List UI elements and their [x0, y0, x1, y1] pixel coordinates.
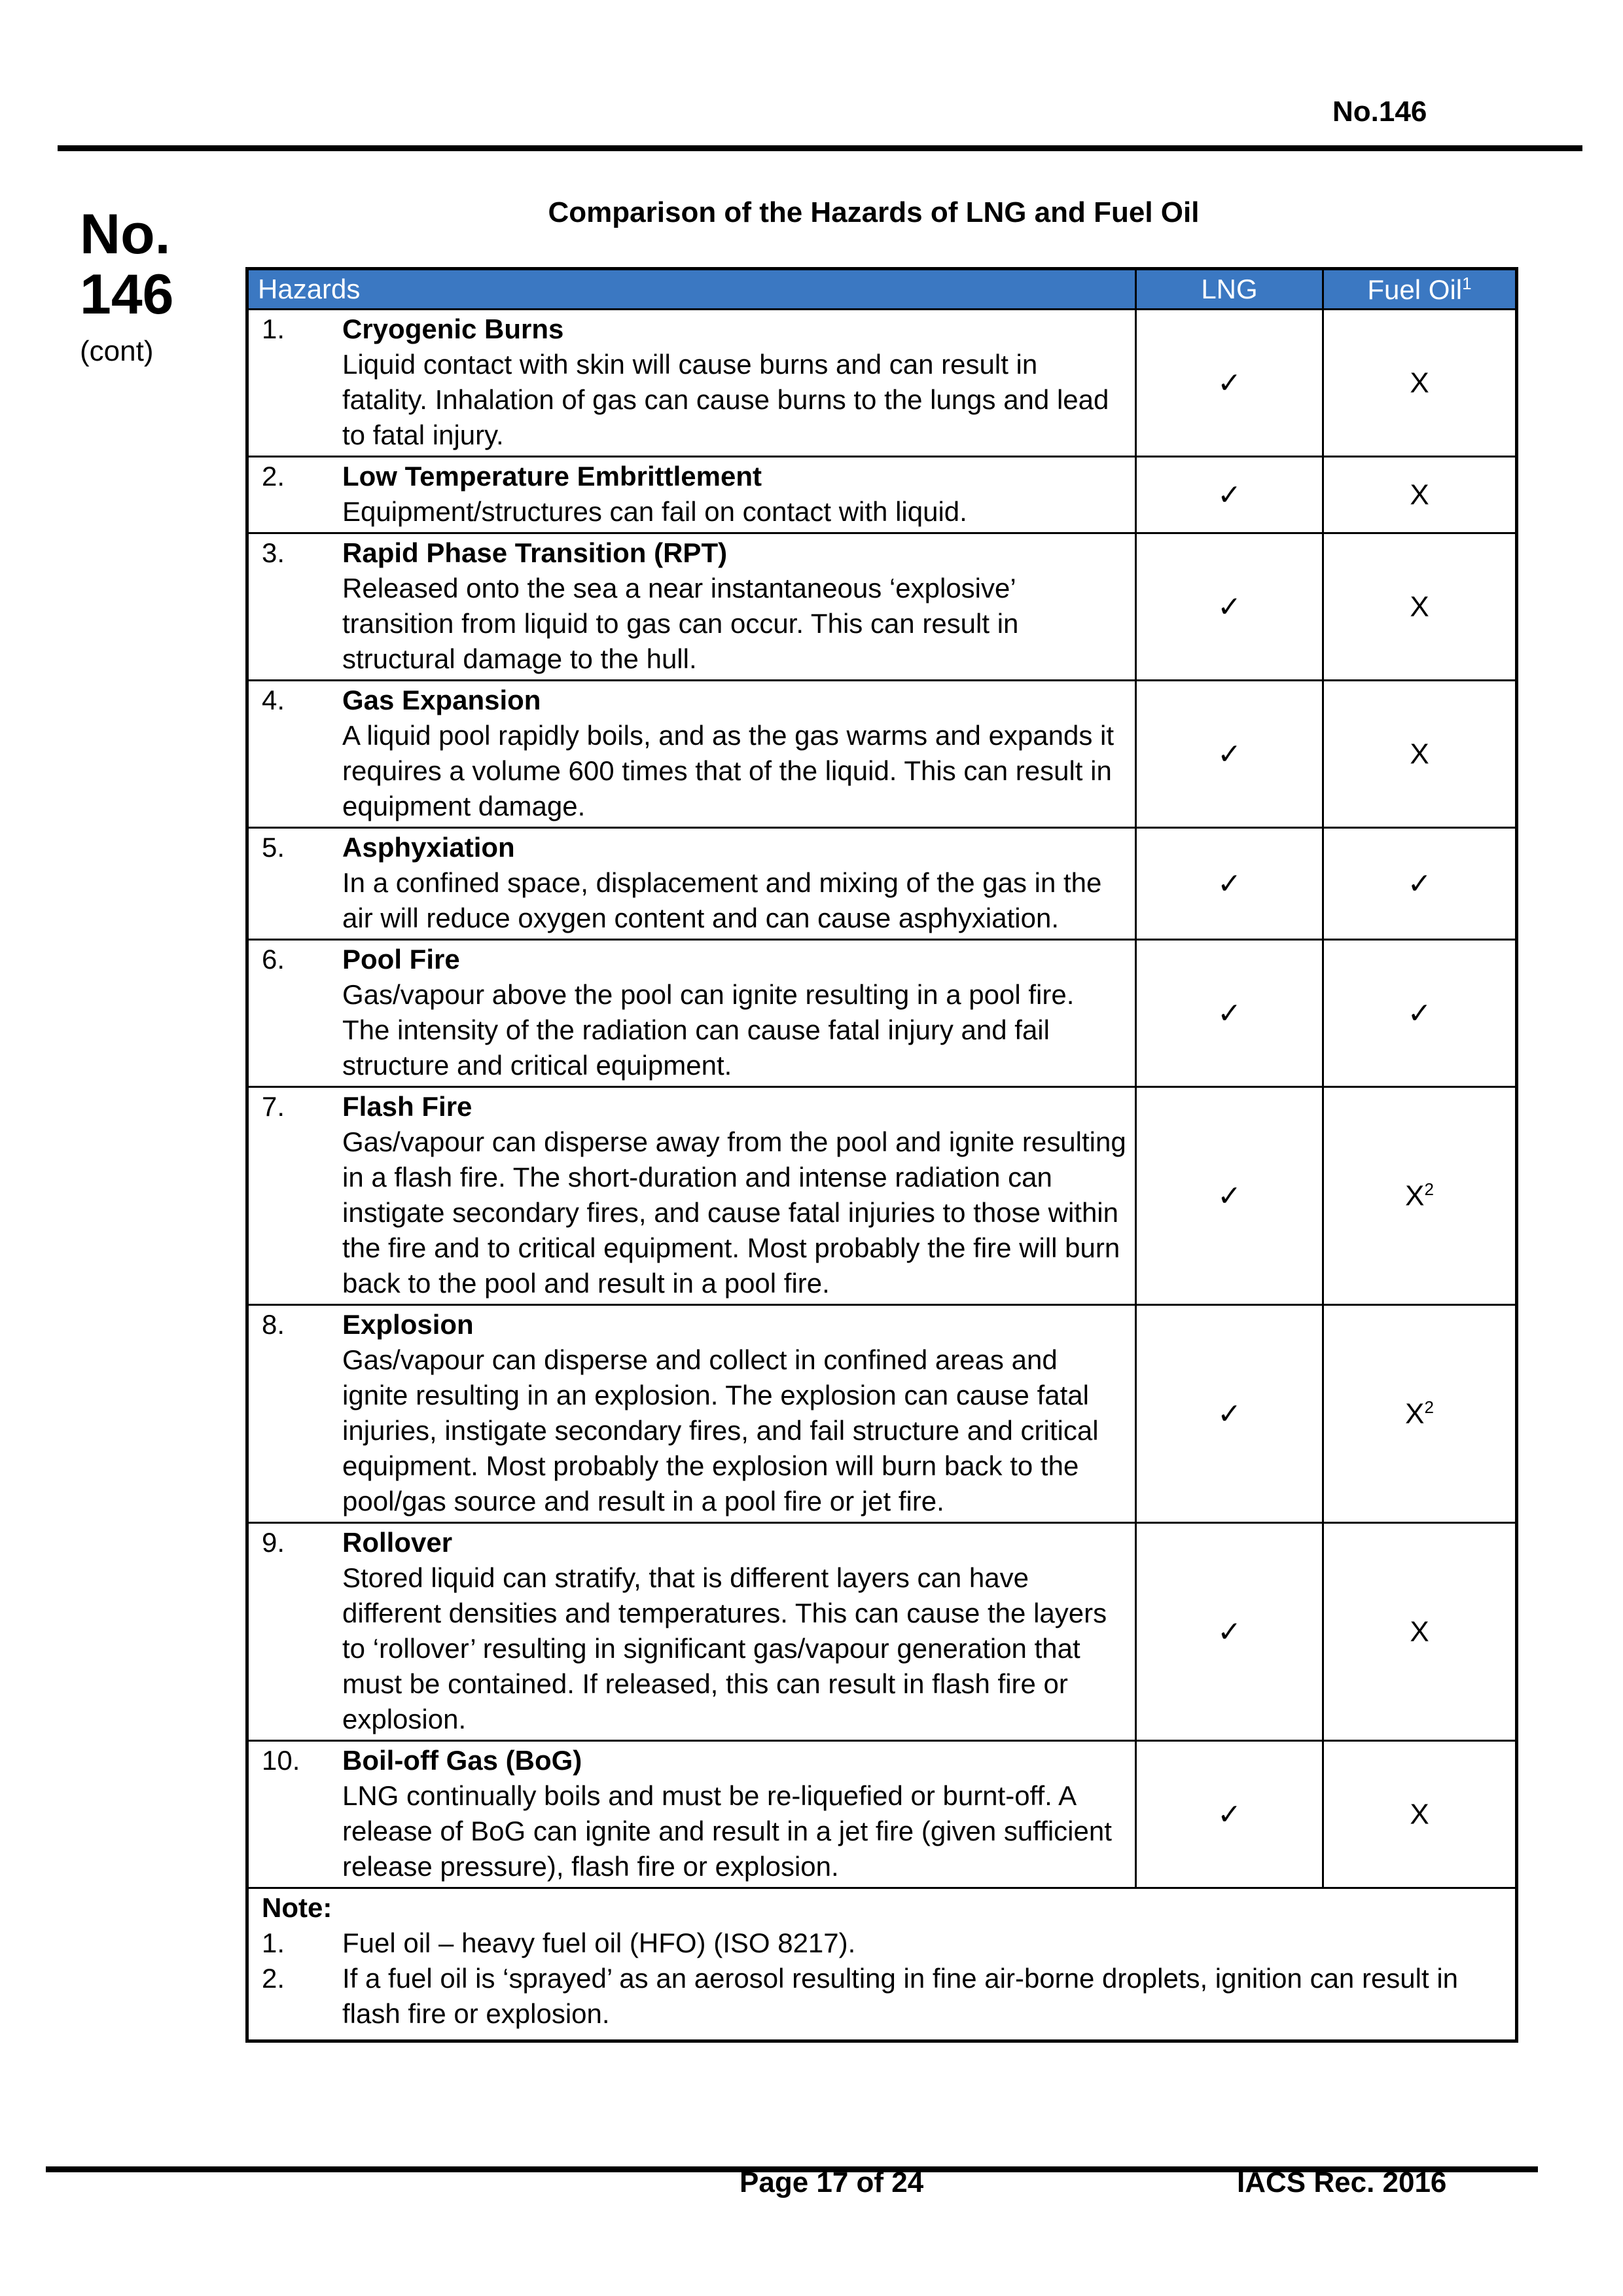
table-row — [247, 310, 1517, 457]
hazard-name: Boil-off Gas (BoG) — [342, 1745, 582, 1776]
hazard-heading — [262, 1089, 1127, 1124]
lng-mark: ✓ — [1136, 533, 1323, 681]
lng-mark: ✓ — [1136, 1523, 1323, 1741]
table-row — [247, 828, 1517, 940]
hazard-description: Liquid contact with skin will cause burns and can result in fatality. Inhalation of gas can cause burns to the lungs and lead to fatal injury. — [342, 349, 1109, 450]
lng-mark: ✓ — [1136, 940, 1323, 1087]
note-item-text: Fuel oil – heavy fuel oil (HFO) (ISO 8217). — [342, 1928, 856, 1958]
fuel-oil-mark-cell — [1323, 533, 1517, 681]
hazard-description: Gas/vapour can disperse and collect in confined areas and ignite resulting in an explosion. The explosion can cause fatal injuries, instigate secondary fires, and fail structure and critical equipment. Most probably the explosion will burn back to the pool/gas source and result in a pool fire or jet fire. — [342, 1344, 1099, 1516]
table-header-row — [247, 269, 1517, 310]
fuel-oil-mark-cell — [1323, 940, 1517, 1087]
fuel-oil-mark-cell — [1323, 1305, 1517, 1523]
hazard-number: 5. — [262, 832, 285, 863]
hazard-cell — [247, 310, 1136, 457]
header-fuel-oil-label: Fuel Oil — [1367, 274, 1463, 305]
header-fuel-oil — [1323, 269, 1517, 310]
hazard-cell — [247, 828, 1136, 940]
hazard-description: Released onto the sea a near instantaneous ‘explosive’ transition from liquid to gas can occur. This can result in structural damage to the hull. — [342, 573, 1019, 674]
hazard-heading — [262, 942, 1127, 977]
note-item-text: If a fuel oil is ‘sprayed’ as an aerosol resulting in fine air-borne droplets, ignition can result in flash fire or explosion. — [342, 1963, 1459, 2029]
hazard-heading — [262, 312, 1127, 347]
lng-mark: ✓ — [1136, 1741, 1323, 1888]
hazard-number: 4. — [262, 685, 285, 715]
header-rule — [58, 145, 1582, 151]
lng-mark: ✓ — [1136, 457, 1323, 533]
document-reference: IACS Rec. 2016 — [1237, 2166, 1447, 2198]
side-number: 146 — [80, 263, 174, 326]
side-cont-label: (cont) — [80, 335, 154, 367]
fuel-oil-mark: X — [1410, 478, 1429, 511]
document-number: No.146 — [1332, 96, 1427, 128]
table-title: Comparison of the Hazards of LNG and Fuel Oil — [548, 196, 1200, 228]
hazard-description: LNG continually boils and must be re-liquefied or burnt-off. A release of BoG can ignite and result in a jet fire (given sufficient release pressure), flash fire or explosion. — [342, 1780, 1112, 1882]
page-number: Page 17 of 24 — [740, 2166, 924, 2198]
hazard-number: 3. — [262, 537, 285, 568]
side-document-label — [80, 204, 174, 325]
lng-mark: ✓ — [1136, 681, 1323, 828]
fuel-oil-mark: X — [1405, 1397, 1425, 1430]
hazard-description: Equipment/structures can fail on contact with liquid. — [342, 496, 967, 527]
fuel-oil-mark: ✓ — [1407, 997, 1432, 1030]
hazard-name: Asphyxiation — [342, 832, 515, 863]
note-item-number: 2. — [262, 1963, 285, 1994]
fuel-oil-mark-cell — [1323, 310, 1517, 457]
hazard-name: Rapid Phase Transition (RPT) — [342, 537, 728, 568]
table-row — [247, 1305, 1517, 1523]
hazard-heading — [262, 683, 1127, 718]
note-cell — [247, 1888, 1517, 2041]
hazard-name: Rollover — [342, 1527, 453, 1558]
hazard-number: 7. — [262, 1091, 285, 1122]
hazard-description: Stored liquid can stratify, that is different layers can have different densities and temperatures. This can cause the layers to ‘rollover’ resulting in significant gas/vapour generation that must be contained. If released, this can result in flash fire or explosion. — [342, 1562, 1107, 1734]
note-item — [262, 1926, 1507, 1961]
fuel-oil-mark: X — [1405, 1179, 1425, 1212]
hazard-cell — [247, 533, 1136, 681]
fuel-oil-mark: X — [1410, 590, 1429, 623]
hazard-cell — [247, 457, 1136, 533]
hazard-name: Low Temperature Embrittlement — [342, 461, 762, 492]
table-row — [247, 940, 1517, 1087]
note-row — [247, 1888, 1517, 2041]
hazard-description: A liquid pool rapidly boils, and as the gas warms and expands it requires a volume 600 times that of the liquid. This can result in equipment damage. — [342, 720, 1115, 821]
table-row — [247, 457, 1517, 533]
hazard-cell — [247, 1741, 1136, 1888]
hazard-cell — [247, 1523, 1136, 1741]
hazard-cell — [247, 681, 1136, 828]
fuel-oil-mark-cell — [1323, 457, 1517, 533]
hazard-number: 10. — [262, 1745, 300, 1776]
header-fuel-oil-footnote: 1 — [1462, 273, 1472, 293]
fuel-oil-mark-cell — [1323, 1741, 1517, 1888]
note-item — [262, 1961, 1507, 2032]
hazard-name: Explosion — [342, 1309, 474, 1340]
hazard-heading — [262, 1307, 1127, 1342]
hazard-heading — [262, 830, 1127, 865]
fuel-oil-mark: ✓ — [1407, 867, 1432, 900]
hazard-heading — [262, 1525, 1127, 1560]
fuel-oil-mark-cell — [1323, 828, 1517, 940]
hazard-description: Gas/vapour above the pool can ignite resulting in a pool fire. The intensity of the radiation can cause fatal injury and fail structure and critical equipment. — [342, 979, 1075, 1081]
table-row — [247, 681, 1517, 828]
side-no-label: No. — [80, 203, 171, 266]
hazard-description: In a confined space, displacement and mixing of the gas in the air will reduce oxygen content and can cause asphyxiation. — [342, 867, 1102, 933]
hazard-number: 1. — [262, 314, 285, 344]
hazard-cell — [247, 1305, 1136, 1523]
hazard-name: Gas Expansion — [342, 685, 541, 715]
lng-mark: ✓ — [1136, 828, 1323, 940]
table-row — [247, 1741, 1517, 1888]
fuel-oil-mark-footnote: 2 — [1424, 1179, 1434, 1199]
fuel-oil-mark: X — [1410, 367, 1429, 399]
hazard-number: 9. — [262, 1527, 285, 1558]
hazard-heading — [262, 1743, 1127, 1778]
fuel-oil-mark-cell — [1323, 1087, 1517, 1305]
header-lng: LNG — [1136, 269, 1323, 310]
lng-mark: ✓ — [1136, 1305, 1323, 1523]
hazard-heading — [262, 535, 1127, 571]
lng-mark: ✓ — [1136, 1087, 1323, 1305]
table-row — [247, 1523, 1517, 1741]
table-row — [247, 533, 1517, 681]
hazard-name: Cryogenic Burns — [342, 314, 564, 344]
hazard-name: Flash Fire — [342, 1091, 473, 1122]
fuel-oil-mark: X — [1410, 1615, 1429, 1648]
hazard-cell — [247, 1087, 1136, 1305]
hazards-table — [245, 267, 1518, 2043]
fuel-oil-mark: X — [1410, 738, 1429, 770]
hazard-name: Pool Fire — [342, 944, 460, 975]
hazard-number: 6. — [262, 944, 285, 975]
table-row — [247, 1087, 1517, 1305]
hazard-cell — [247, 940, 1136, 1087]
note-title: Note: — [262, 1892, 332, 1923]
lng-mark: ✓ — [1136, 310, 1323, 457]
hazard-description: Gas/vapour can disperse away from the pool and ignite resulting in a flash fire. The short-duration and intense radiation can instigate secondary fires, and cause fatal injuries to those within the fire and to critical equipment. Most probably the fire will burn back to the pool and result in a pool fire. — [342, 1126, 1126, 1299]
fuel-oil-mark: X — [1410, 1798, 1429, 1831]
hazard-heading — [262, 459, 1127, 494]
fuel-oil-mark-footnote: 2 — [1424, 1397, 1434, 1417]
note-item-number: 1. — [262, 1928, 285, 1958]
fuel-oil-mark-cell — [1323, 681, 1517, 828]
fuel-oil-mark-cell — [1323, 1523, 1517, 1741]
hazard-number: 2. — [262, 461, 285, 492]
header-hazards: Hazards — [247, 269, 1136, 310]
hazard-number: 8. — [262, 1309, 285, 1340]
